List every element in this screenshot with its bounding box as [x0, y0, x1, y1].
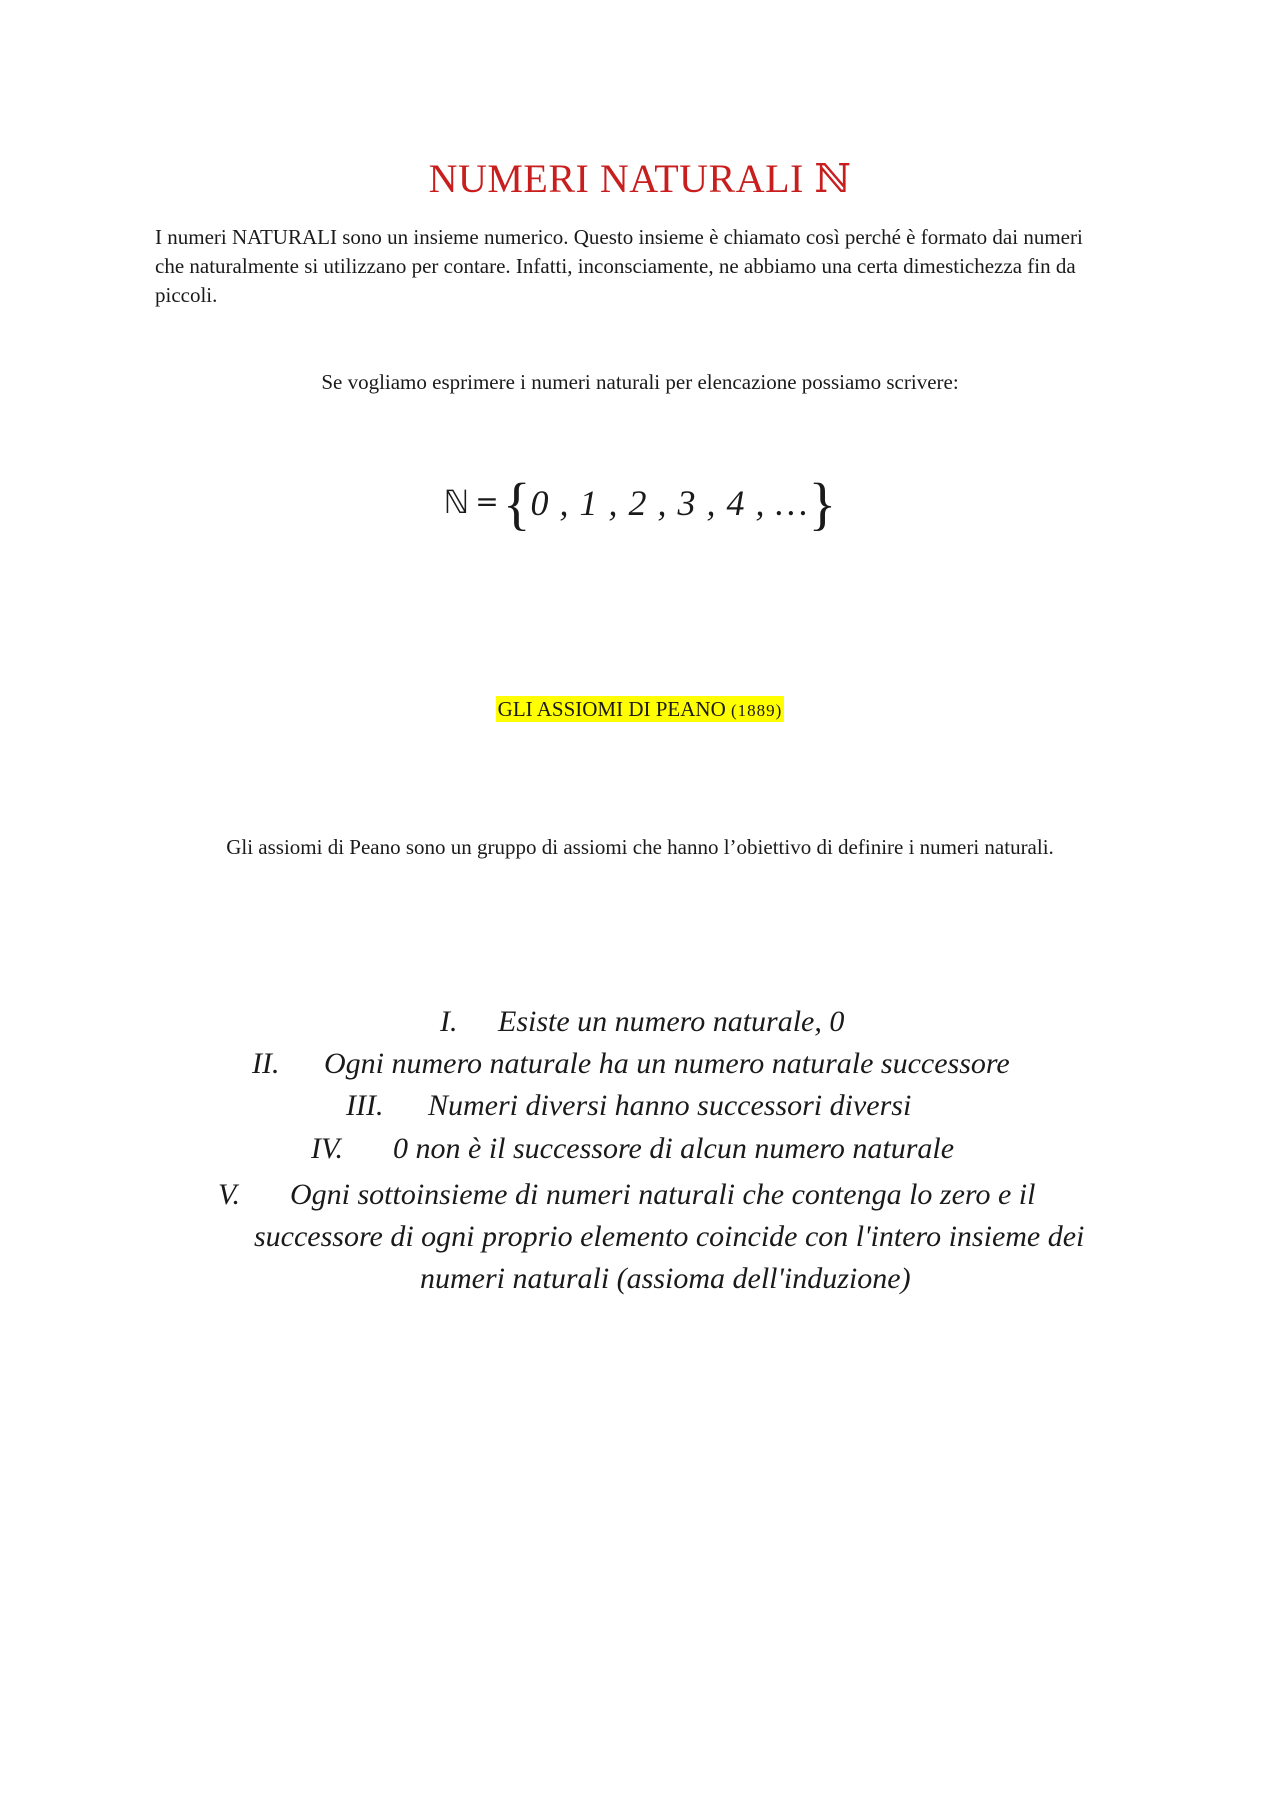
equals-sign: =: [475, 485, 499, 518]
axiom-number: V.: [218, 1178, 240, 1211]
set-formula: [0, 470, 1280, 537]
axiom-number: III.: [346, 1089, 384, 1122]
page-title: NUMERI NATURALI ℕ: [428, 156, 852, 201]
highlighted-title: [496, 696, 785, 722]
section-title: GLI ASSIOMI DI PEANO: [497, 697, 726, 721]
axiom-text: Esiste un numero naturale, 0: [498, 1005, 845, 1038]
axiom-item: [346, 1089, 911, 1123]
axiom-number: IV.: [311, 1132, 343, 1165]
open-brace: {: [502, 471, 531, 536]
axiom-text-line-1: Ogni sottoinsieme di numeri naturali che contenga lo zero e il: [290, 1178, 1036, 1211]
close-brace: }: [808, 471, 837, 536]
axiom-item: [252, 1047, 1010, 1081]
intro-paragraph: I numeri NATURALI sono un insieme numerico. Questo insieme è chiamato così perché è formato dai numeri che naturalmente si utilizzano per contare. Infatti, inconsciamente, ne abbiamo una certa dimestichezza fin da piccoli.: [155, 225, 1083, 307]
axiom-item: [440, 1005, 844, 1039]
subheading: Se vogliamo esprimere i numeri naturali per elencazione possiamo scrivere:: [321, 370, 959, 394]
peano-description: Gli assiomi di Peano sono un gruppo di assiomi che hanno l’obiettivo di definire i numeri naturali.: [226, 835, 1054, 859]
axiom-item: [218, 1174, 1118, 1300]
axiom-number: I.: [440, 1005, 458, 1038]
axiom-text: Ogni numero naturale ha un numero naturale successore: [324, 1047, 1010, 1080]
axiom-item: [311, 1132, 954, 1166]
set-elements: 0 , 1 , 2 , 3 , 4 , …: [530, 483, 809, 523]
natural-numbers-symbol: ℕ: [443, 483, 470, 521]
axiom-text-line-2: successore di ogni proprio elemento coincide con l'intero insieme dei: [254, 1220, 1085, 1253]
axiom-number: II.: [252, 1047, 280, 1080]
axiom-text: 0 non è il successore di alcun numero naturale: [393, 1132, 955, 1165]
axiom-text-line-3: numeri naturali (assioma dell'induzione): [420, 1262, 911, 1295]
axiom-text: Numeri diversi hanno successori diversi: [428, 1089, 912, 1122]
section-heading: [0, 697, 1280, 722]
section-year: (1889): [731, 701, 783, 720]
